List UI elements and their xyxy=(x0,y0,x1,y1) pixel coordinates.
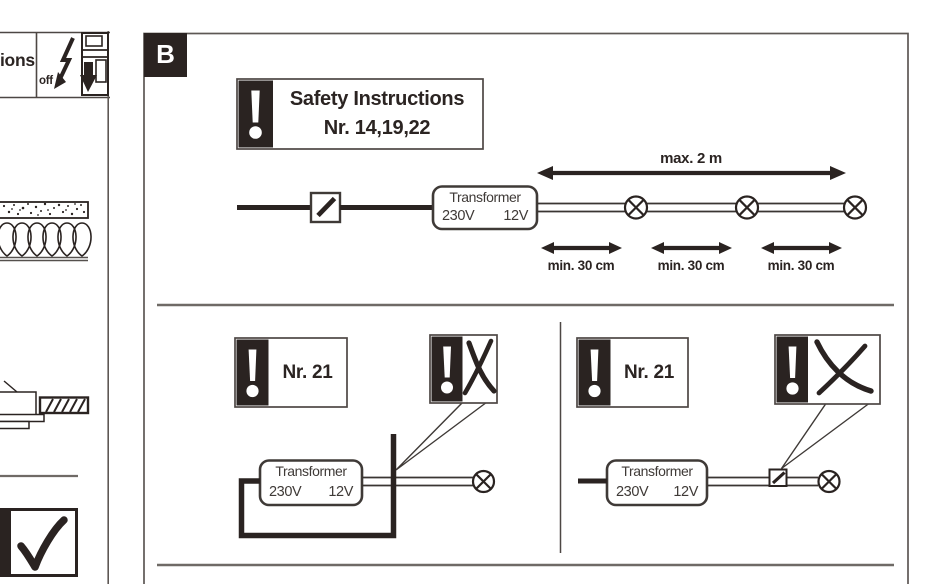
transformer-secondary: 12V xyxy=(673,484,698,500)
power-off-label: off xyxy=(39,75,53,87)
transformer-primary: 230V xyxy=(442,208,475,224)
nr21-label: Nr. 21 xyxy=(282,361,333,383)
prohibited-callout xyxy=(396,335,497,470)
min-spacing-label: min. 30 cm xyxy=(547,258,615,273)
min-spacing-arrow xyxy=(761,242,842,254)
lamp-icon xyxy=(625,197,647,219)
safety-note-text xyxy=(277,84,477,144)
safety-note-reference: Nr. 14,19,22 xyxy=(323,117,431,139)
transformer-labels xyxy=(260,460,362,505)
prohibited-callout xyxy=(775,335,880,469)
mains-switch-icon xyxy=(311,193,340,222)
left-panel-borders xyxy=(0,31,110,584)
left-header-fragment: ions xyxy=(0,50,35,70)
max-span-arrow xyxy=(537,166,846,180)
recessed-light-drawing xyxy=(0,381,88,429)
transformer-primary: 230V xyxy=(616,484,649,500)
chain-diagram xyxy=(237,166,866,254)
min-spacing-arrow xyxy=(541,242,622,254)
transformer-labels xyxy=(433,186,537,229)
min-spacing-label: min. 30 cm xyxy=(767,258,835,273)
lamp-icon xyxy=(736,197,758,219)
safety-note-title: Safety Instructions xyxy=(289,88,465,110)
lamp-icon xyxy=(473,471,494,492)
transformer-title: Transformer xyxy=(275,463,347,479)
lamp-icon xyxy=(844,197,866,219)
min-spacing-arrow xyxy=(651,242,732,254)
low-voltage-switch-icon xyxy=(770,470,787,487)
max-span-label: max. 2 m xyxy=(660,150,722,167)
transformer-secondary: 12V xyxy=(328,484,353,500)
lamp-icon xyxy=(819,471,840,492)
transformer-title: Transformer xyxy=(449,189,521,205)
transformer-labels xyxy=(607,460,707,505)
circuit-breaker-icon xyxy=(80,33,108,95)
nr21-label: Nr. 21 xyxy=(624,361,674,383)
panel-b-label: B xyxy=(144,33,187,77)
transformer-secondary: 12V xyxy=(503,208,528,224)
power-off-lightning-icon xyxy=(54,38,73,89)
check-icon xyxy=(0,508,77,577)
transformer-title: Transformer xyxy=(621,463,693,479)
min-spacing-label: min. 30 cm xyxy=(657,258,725,273)
transformer-primary: 230V xyxy=(269,484,302,500)
insulation-loops xyxy=(0,223,91,256)
ceiling-insulation-drawing xyxy=(0,202,91,261)
